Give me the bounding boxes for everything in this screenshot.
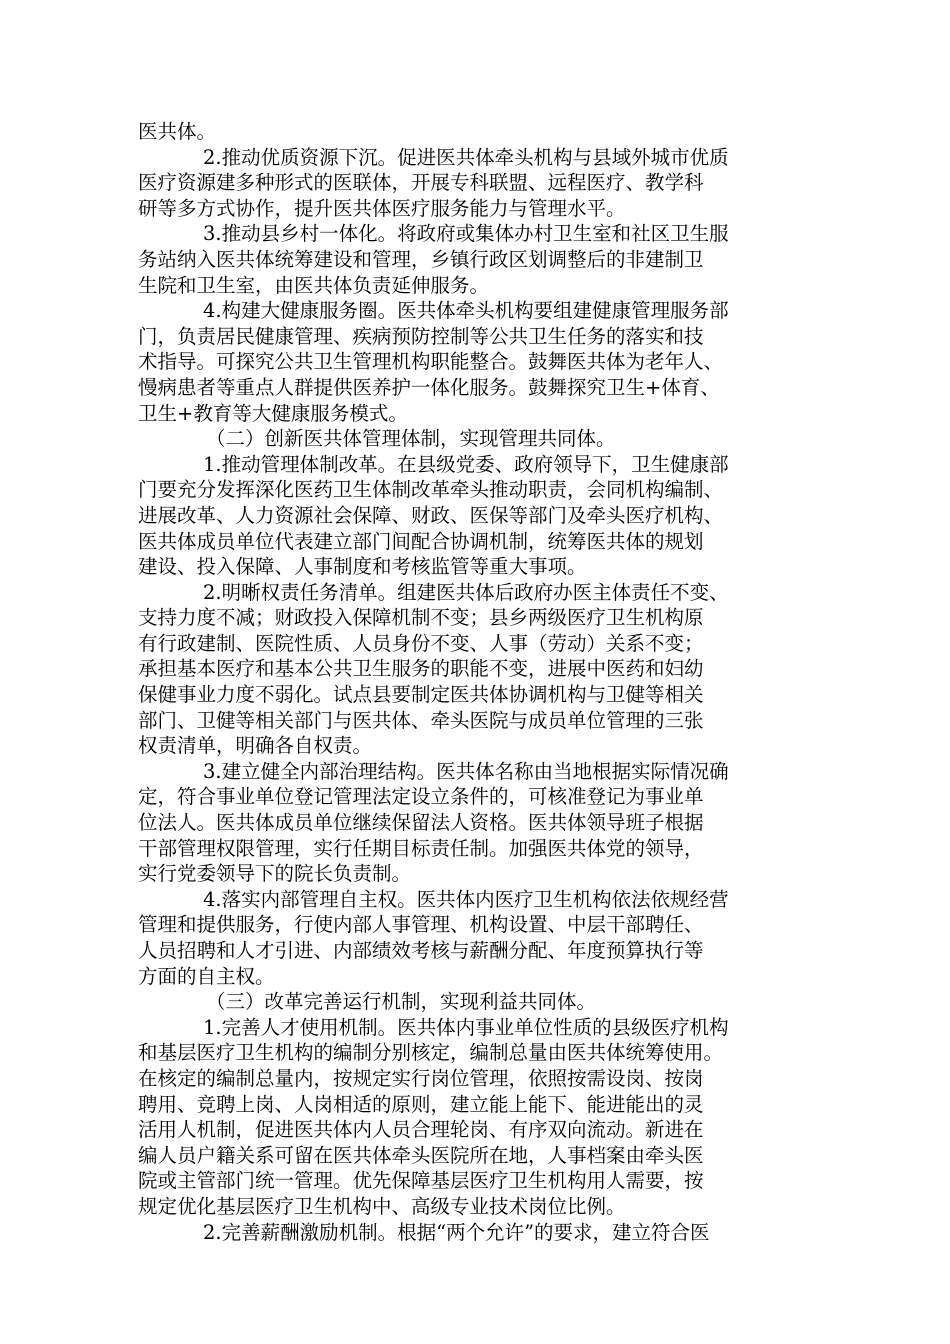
paragraph-start-line: 1.完善人才使用机制。医共体内事业单位性质的县级医疗机构 bbox=[203, 1015, 729, 1039]
text-line: 务站纳入医共体统筹建设和管理，乡镇行政区划调整后的非建制卫 bbox=[138, 247, 704, 271]
paragraph-start-line: 4.落实内部管理自主权。医共体内医疗卫生机构依法依规经营 bbox=[203, 887, 729, 911]
text-line: 编人员户籍关系可留在医共体牵头医院所在地，人事档案由牵头医 bbox=[138, 1143, 704, 1167]
section-heading: （二）创新医共体管理体制，实现管理共同体。 bbox=[206, 427, 616, 451]
paragraph-start-line: 3.推动县乡村一体化。将政府或集体办村卫生室和社区卫生服 bbox=[203, 222, 729, 246]
paragraph-start-line: 2.明晰权责任务清单。组建医共体后政府办医主体责任不变、 bbox=[203, 580, 729, 604]
text-line: 医共体。 bbox=[138, 120, 217, 143]
text-line: 院或主管部门统一管理。优先保障基层医疗卫生机构用人需要，按 bbox=[138, 1169, 704, 1193]
text-line: 术指导。可探究公共卫生管理机构职能整合。鼓舞医共体为老年人、 bbox=[138, 350, 724, 374]
text-line: 定，符合事业单位登记管理法定设立条件的，可核准登记为事业单 bbox=[138, 785, 704, 809]
text-line: 实行党委领导下的院长负责制。 bbox=[138, 862, 412, 886]
text-line: 干部管理权限管理，实行任期目标责任制。加强医共体党的领导， bbox=[138, 836, 704, 860]
document-page bbox=[138, 119, 823, 1245]
text-line: 有行政建制、医院性质、人员身份不变、人事（劳动）关系不变； bbox=[138, 631, 704, 655]
text-line: 承担基本医疗和基本公共卫生服务的职能不变，进展中医药和妇幼 bbox=[138, 657, 704, 681]
text-line: 医共体成员单位代表建立部门间配合协调机制，统筹医共体的规划 bbox=[138, 529, 704, 553]
paragraph-start-line: 3.建立健全内部治理结构。医共体名称由当地根据实际情况确 bbox=[203, 759, 729, 783]
text-line: 人员招聘和人才引进、内部绩效考核与薪酬分配、年度预算执行等 bbox=[138, 939, 704, 962]
text-line: 规定优化基层医疗卫生机构中、高级专业技术岗位比例。 bbox=[138, 1194, 626, 1218]
text-line: 慢病患者等重点人群提供医养护一体化服务。鼓舞探究卫生+体育、 bbox=[138, 375, 720, 399]
text-line: 建设、投入保障、人事制度和考核监管等重大事项。 bbox=[138, 555, 587, 579]
text-line: 研等多方式协作，提升医共体医疗服务能力与管理水平。 bbox=[138, 196, 626, 220]
text-line: 卫生+教育等大健康服务模式。 bbox=[138, 401, 408, 425]
text-line: 医疗资源建多种形式的医联体，开展专科联盟、远程医疗、教学科 bbox=[138, 171, 704, 195]
text-line: 在核定的编制总量内，按规定实行岗位管理，依照按需设岗、按岗 bbox=[138, 1066, 704, 1090]
text-line: 支持力度不减；财政投入保障机制不变；县乡两级医疗卫生机构原 bbox=[138, 606, 704, 630]
text-line: 位法人。医共体成员单位继续保留法人资格。医共体领导班子根据 bbox=[138, 811, 704, 835]
text-line: 管理和提供服务，行使内部人事管理、机构设置、中层干部聘任、 bbox=[138, 913, 704, 937]
text-line: 生院和卫生室，由医共体负责延伸服务。 bbox=[138, 273, 490, 297]
paragraph-start-line: 4.构建大健康服务圈。医共体牵头机构要组建健康管理服务部 bbox=[203, 299, 729, 323]
text-line: 和基层医疗卫生机构的编制分别核定，编制总量由医共体统筹使用。 bbox=[138, 1041, 724, 1065]
text-line: 活用人机制，促进医共体内人员合理轮岗、有序双向流动。新进在 bbox=[138, 1118, 704, 1142]
section-heading: （三）改革完善运行机制，实现利益共同体。 bbox=[206, 990, 597, 1014]
text-line: 保健事业力度不弱化。试点县要制定医共体协调机构与卫健等相关 bbox=[138, 683, 704, 707]
text-line: 聘用、竞聘上岗、人岗相适的原则，建立能上能下、能进能出的灵 bbox=[138, 1092, 704, 1116]
text-line: 部门、卫健等相关部门与医共体、牵头医院与成员单位管理的三张 bbox=[138, 708, 704, 732]
text-line: 方面的自主权。 bbox=[138, 964, 275, 988]
text-line: 门要充分发挥深化医药卫生体制改革牵头推动职责，会同机构编制、 bbox=[138, 478, 724, 502]
text-line: 权责清单，明确各自权责。 bbox=[138, 734, 373, 758]
paragraph-start-line: 2.完善薪酬激励机制。根据“两个允许”的要求，建立符合医 bbox=[203, 1220, 710, 1244]
paragraph-start-line: 1.推动管理体制改革。在县级党委、政府领导下，卫生健康部 bbox=[203, 452, 729, 476]
text-line: 进展改革、人力资源社会保障、财政、医保等部门及牵头医疗机构、 bbox=[138, 503, 724, 527]
text-line: 门，负责居民健康管理、疾病预防控制等公共卫生任务的落实和技 bbox=[138, 324, 704, 348]
paragraph-start-line: 2.推动优质资源下沉。促进医共体牵头机构与县域外城市优质 bbox=[203, 145, 729, 169]
